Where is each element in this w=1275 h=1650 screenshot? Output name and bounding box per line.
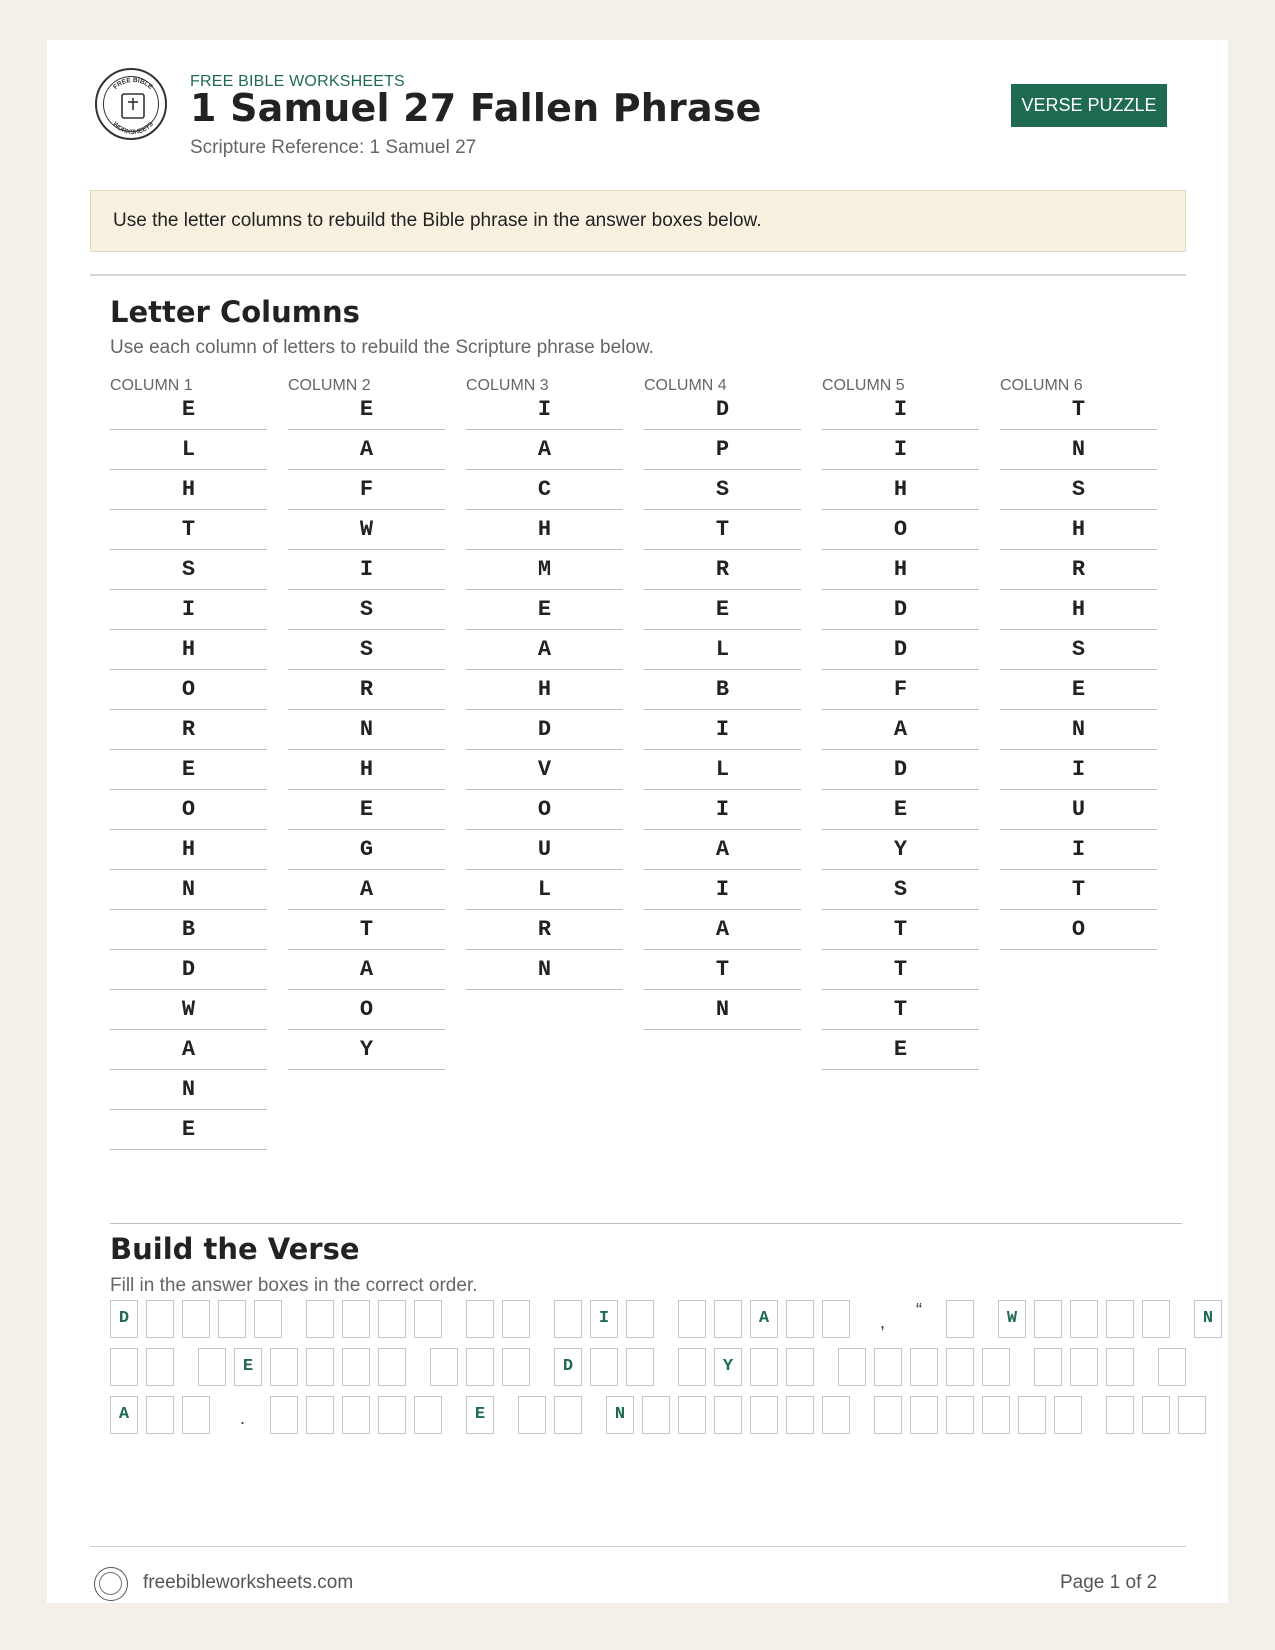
answer-box[interactable] xyxy=(430,1348,458,1386)
column-letter: N xyxy=(110,1070,267,1110)
answer-box[interactable] xyxy=(1158,1348,1186,1386)
column-letter: S xyxy=(1000,630,1157,670)
answer-box[interactable] xyxy=(1142,1396,1170,1434)
answer-box[interactable] xyxy=(910,1348,938,1386)
answer-box[interactable] xyxy=(714,1396,742,1434)
column-letter: R xyxy=(466,910,623,950)
column-letter: A xyxy=(288,430,445,470)
column-letter: N xyxy=(1000,430,1157,470)
build-verse-heading: Build the Verse xyxy=(110,1232,360,1266)
column-letter: O xyxy=(822,510,979,550)
answer-box[interactable] xyxy=(714,1300,742,1338)
column-letter: E xyxy=(110,750,267,790)
divider xyxy=(90,274,1186,276)
column-letter: T xyxy=(644,510,801,550)
answer-box[interactable] xyxy=(110,1348,138,1386)
column-letter: M xyxy=(466,550,623,590)
answer-box[interactable] xyxy=(378,1300,406,1338)
column-letter: I xyxy=(644,870,801,910)
answer-box-prefilled: A xyxy=(750,1300,778,1338)
answer-box[interactable] xyxy=(1106,1300,1134,1338)
column-letter: G xyxy=(288,830,445,870)
answer-box[interactable] xyxy=(466,1300,494,1338)
answer-box[interactable] xyxy=(378,1396,406,1434)
answer-box-prefilled: Y xyxy=(714,1348,742,1386)
answer-box[interactable] xyxy=(678,1348,706,1386)
column-letter: P xyxy=(644,430,801,470)
answer-box[interactable] xyxy=(750,1396,778,1434)
answer-box-prefilled: I xyxy=(590,1300,618,1338)
answer-box[interactable] xyxy=(414,1396,442,1434)
column-header: COLUMN 3 xyxy=(466,377,549,394)
answer-box-prefilled: E xyxy=(466,1396,494,1434)
answer-box[interactable] xyxy=(786,1300,814,1338)
footer-url: freebibleworksheets.com xyxy=(143,1572,354,1593)
column-letter: A xyxy=(644,830,801,870)
column-letter: H xyxy=(288,750,445,790)
column-letter: L xyxy=(466,870,623,910)
column-letter: F xyxy=(288,470,445,510)
answer-box[interactable] xyxy=(678,1396,706,1434)
column-letter: I xyxy=(110,590,267,630)
column-letter: R xyxy=(288,670,445,710)
column-letter: N xyxy=(466,950,623,990)
column-letter: U xyxy=(1000,790,1157,830)
column-letter: D xyxy=(110,950,267,990)
column-letter: T xyxy=(1000,390,1157,430)
column-letter: R xyxy=(644,550,801,590)
column-letter: S xyxy=(110,550,267,590)
divider xyxy=(110,1223,1182,1224)
answer-box[interactable] xyxy=(1034,1348,1062,1386)
column-letter: E xyxy=(288,390,445,430)
column-letter: N xyxy=(1000,710,1157,750)
answer-box[interactable] xyxy=(378,1348,406,1386)
column-letter: O xyxy=(1000,910,1157,950)
answer-box[interactable] xyxy=(678,1300,706,1338)
answer-box[interactable] xyxy=(642,1396,670,1434)
column-letter: H xyxy=(1000,590,1157,630)
answer-box[interactable] xyxy=(1106,1348,1134,1386)
column-letter: E xyxy=(110,390,267,430)
column-letter: A xyxy=(822,710,979,750)
column-letter: I xyxy=(644,790,801,830)
answer-box[interactable] xyxy=(786,1396,814,1434)
column-letter: T xyxy=(644,950,801,990)
answer-box[interactable] xyxy=(590,1348,618,1386)
column-letter: R xyxy=(110,710,267,750)
column-letter: T xyxy=(1000,870,1157,910)
column-letter: V xyxy=(466,750,623,790)
column-header: COLUMN 4 xyxy=(644,377,727,394)
column-letter: T xyxy=(288,910,445,950)
answer-box[interactable] xyxy=(218,1300,246,1338)
column-letter: T xyxy=(822,910,979,950)
column-letter: E xyxy=(466,590,623,630)
column-letter: N xyxy=(288,710,445,750)
column-letter: S xyxy=(1000,470,1157,510)
answer-box[interactable] xyxy=(518,1396,546,1434)
column-letter: A xyxy=(288,950,445,990)
answer-box[interactable] xyxy=(342,1348,370,1386)
column-letter: W xyxy=(110,990,267,1030)
answer-box[interactable] xyxy=(1018,1396,1046,1434)
answer-box[interactable] xyxy=(502,1300,530,1338)
letter-columns-subtitle: Use each column of letters to rebuild the Scripture phrase below. xyxy=(110,337,654,358)
answer-box-prefilled: E xyxy=(234,1348,262,1386)
answer-box[interactable] xyxy=(822,1396,850,1434)
answer-box[interactable] xyxy=(554,1300,582,1338)
letter-columns-heading: Letter Columns xyxy=(110,295,360,329)
answer-box[interactable] xyxy=(946,1300,974,1338)
column-letter: E xyxy=(822,790,979,830)
column-letter: O xyxy=(110,670,267,710)
answer-box[interactable] xyxy=(554,1396,582,1434)
column-letter: D xyxy=(466,710,623,750)
answer-box[interactable] xyxy=(1034,1300,1062,1338)
column-letter: L xyxy=(110,430,267,470)
column-letter: H xyxy=(110,470,267,510)
answer-box[interactable] xyxy=(1142,1300,1170,1338)
answer-box[interactable] xyxy=(198,1348,226,1386)
column-letter: I xyxy=(466,390,623,430)
site-logo xyxy=(95,68,167,140)
column-letter: A xyxy=(288,870,445,910)
worksheet-page xyxy=(47,40,1228,1603)
brand-label: FREE BIBLE WORKSHEETS xyxy=(190,73,405,90)
answer-box[interactable] xyxy=(982,1348,1010,1386)
column-letter: I xyxy=(822,390,979,430)
column-letter: S xyxy=(288,590,445,630)
answer-box[interactable] xyxy=(342,1396,370,1434)
column-letter: W xyxy=(288,510,445,550)
answer-box-prefilled: A xyxy=(110,1396,138,1434)
answer-box[interactable] xyxy=(786,1348,814,1386)
column-letter: H xyxy=(110,630,267,670)
column-header: COLUMN 1 xyxy=(110,377,193,394)
answer-box[interactable] xyxy=(1070,1300,1098,1338)
column-letter: B xyxy=(110,910,267,950)
column-header: COLUMN 5 xyxy=(822,377,905,394)
column-letter: O xyxy=(110,790,267,830)
answer-box[interactable] xyxy=(982,1396,1010,1434)
answer-box[interactable] xyxy=(822,1300,850,1338)
column-letter: A xyxy=(644,910,801,950)
instruction-note: Use the letter columns to rebuild the Bible phrase in the answer boxes below. xyxy=(90,190,1186,252)
scripture-reference: Scripture Reference: 1 Samuel 27 xyxy=(190,137,477,158)
answer-box[interactable] xyxy=(1070,1348,1098,1386)
column-letter: Y xyxy=(288,1030,445,1070)
column-letter: O xyxy=(466,790,623,830)
answer-box[interactable] xyxy=(874,1396,902,1434)
column-letter: L xyxy=(644,750,801,790)
answer-box[interactable] xyxy=(306,1300,334,1338)
punctuation-mark: . xyxy=(240,1408,246,1428)
column-letter: S xyxy=(288,630,445,670)
column-letter: S xyxy=(644,470,801,510)
column-letter: D xyxy=(822,590,979,630)
answer-box[interactable] xyxy=(254,1300,282,1338)
answer-box[interactable] xyxy=(182,1300,210,1338)
column-letter: E xyxy=(288,790,445,830)
column-letter: R xyxy=(1000,550,1157,590)
punctuation-mark: , xyxy=(880,1312,886,1332)
column-letter: D xyxy=(822,750,979,790)
answer-box[interactable] xyxy=(838,1348,866,1386)
punctuation-mark: “ xyxy=(916,1300,922,1320)
column-letter: T xyxy=(822,950,979,990)
column-letter: H xyxy=(466,670,623,710)
column-letter: D xyxy=(822,630,979,670)
column-letter: N xyxy=(644,990,801,1030)
answer-box[interactable] xyxy=(626,1300,654,1338)
column-letter: H xyxy=(822,550,979,590)
answer-box[interactable] xyxy=(270,1396,298,1434)
answer-box[interactable] xyxy=(1054,1396,1082,1434)
answer-box[interactable] xyxy=(946,1348,974,1386)
answer-box[interactable] xyxy=(910,1396,938,1434)
answer-box[interactable] xyxy=(750,1348,778,1386)
column-letter: H xyxy=(110,830,267,870)
column-letter: Y xyxy=(822,830,979,870)
column-letter: B xyxy=(644,670,801,710)
page-number: Page 1 of 2 xyxy=(1060,1572,1158,1593)
column-letter: S xyxy=(822,870,979,910)
answer-box[interactable] xyxy=(146,1396,174,1434)
column-letter: D xyxy=(644,390,801,430)
build-verse-subtitle: Fill in the answer boxes in the correct order. xyxy=(110,1275,478,1296)
answer-box[interactable] xyxy=(502,1348,530,1386)
column-letter: U xyxy=(466,830,623,870)
footer-logo xyxy=(94,1567,128,1601)
page-title: 1 Samuel 27 Fallen Phrase xyxy=(190,86,762,130)
answer-box-prefilled: D xyxy=(110,1300,138,1338)
answer-box[interactable] xyxy=(270,1348,298,1386)
svg-text:WORKSHEETS: WORKSHEETS xyxy=(111,120,155,137)
column-header: COLUMN 6 xyxy=(1000,377,1083,394)
column-header: COLUMN 2 xyxy=(288,377,371,394)
answer-box[interactable] xyxy=(414,1300,442,1338)
column-letter: I xyxy=(1000,750,1157,790)
answer-box[interactable] xyxy=(146,1300,174,1338)
column-letter: E xyxy=(1000,670,1157,710)
answer-box[interactable] xyxy=(146,1348,174,1386)
column-letter: H xyxy=(822,470,979,510)
column-letter: H xyxy=(1000,510,1157,550)
answer-box-prefilled: W xyxy=(998,1300,1026,1338)
column-letter: E xyxy=(822,1030,979,1070)
column-letter: I xyxy=(822,430,979,470)
column-letter: T xyxy=(110,510,267,550)
answer-box[interactable] xyxy=(946,1396,974,1434)
column-letter: T xyxy=(822,990,979,1030)
column-letter: L xyxy=(644,630,801,670)
footer-divider xyxy=(90,1546,1186,1547)
column-letter: E xyxy=(110,1110,267,1150)
answer-box[interactable] xyxy=(626,1348,654,1386)
answer-box[interactable] xyxy=(342,1300,370,1338)
puzzle-type-badge: VERSE PUZZLE xyxy=(1011,84,1167,127)
column-letter: I xyxy=(1000,830,1157,870)
column-letter: I xyxy=(288,550,445,590)
answer-box-prefilled: N xyxy=(606,1396,634,1434)
column-letter: N xyxy=(110,870,267,910)
answer-box[interactable] xyxy=(182,1396,210,1434)
column-letter: C xyxy=(466,470,623,510)
column-letter: E xyxy=(644,590,801,630)
column-letter: A xyxy=(110,1030,267,1070)
answer-box[interactable] xyxy=(1178,1396,1206,1434)
column-letter: F xyxy=(822,670,979,710)
answer-box[interactable] xyxy=(306,1348,334,1386)
answer-box[interactable] xyxy=(1106,1396,1134,1434)
answer-box-prefilled: D xyxy=(554,1348,582,1386)
answer-box[interactable] xyxy=(306,1396,334,1434)
column-letter: I xyxy=(644,710,801,750)
column-letter: A xyxy=(466,630,623,670)
answer-box[interactable] xyxy=(874,1348,902,1386)
svg-text:FREE BIBLE: FREE BIBLE xyxy=(112,76,154,91)
answer-box-prefilled: N xyxy=(1194,1300,1222,1338)
column-letter: H xyxy=(466,510,623,550)
column-letter: O xyxy=(288,990,445,1030)
column-letter: A xyxy=(466,430,623,470)
answer-box[interactable] xyxy=(466,1348,494,1386)
